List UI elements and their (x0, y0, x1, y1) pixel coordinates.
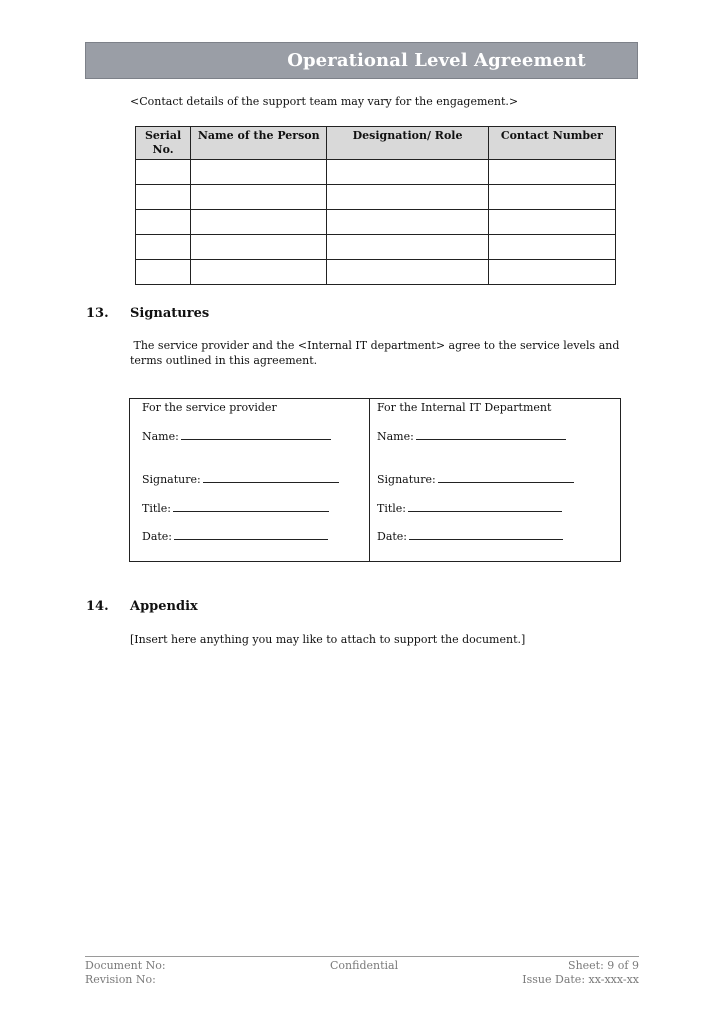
field-label: Date: (142, 530, 173, 543)
date-field (142, 529, 328, 543)
field-label: Date: (377, 530, 408, 543)
cell-contact[interactable] (488, 235, 615, 260)
table-row (136, 235, 616, 260)
cell-name[interactable] (191, 210, 327, 235)
field-label: Name: (377, 430, 414, 443)
table-header-row (136, 127, 616, 160)
field-label: Title: (377, 502, 407, 515)
signature-column-provider (130, 399, 370, 561)
section-heading-signatures (86, 306, 209, 321)
header-serial-no: Serial No. (136, 127, 191, 160)
document-number: Document No: (85, 959, 166, 972)
contact-note: <Contact details of the support team may vary for the engagement.> (130, 95, 519, 108)
signature-field (142, 472, 339, 486)
classification-label: Confidential (330, 959, 399, 972)
signatures-paragraph (130, 338, 630, 368)
table-row (136, 210, 616, 235)
table-row (136, 160, 616, 185)
table-row (136, 185, 616, 210)
title-banner (85, 42, 638, 79)
cell-designation[interactable] (327, 160, 488, 185)
cell-contact[interactable] (488, 260, 615, 285)
contact-table (135, 126, 616, 285)
column-heading: For the Internal IT Department (377, 401, 552, 414)
cell-designation[interactable] (327, 260, 488, 285)
title-blank[interactable] (173, 501, 329, 512)
cell-contact[interactable] (488, 210, 615, 235)
column-heading: For the service provider (142, 401, 277, 414)
appendix-text: [Insert here anything you may like to attach to support the document.] (130, 633, 526, 646)
footer-right (522, 959, 639, 987)
name-blank[interactable] (181, 429, 331, 440)
field-label: Name: (142, 430, 179, 443)
signature-blank[interactable] (203, 472, 339, 483)
signature-blank[interactable] (438, 472, 574, 483)
name-blank[interactable] (416, 429, 566, 440)
title-field (142, 501, 329, 515)
revision-number: Revision No: (85, 973, 156, 986)
cell-designation[interactable] (327, 210, 488, 235)
cell-serial[interactable] (136, 260, 191, 285)
field-label: Signature: (377, 473, 436, 486)
issue-date: Issue Date: xx-xxx-xx (522, 973, 639, 986)
table-row (136, 260, 616, 285)
name-field (142, 429, 331, 443)
cell-name[interactable] (191, 260, 327, 285)
title-blank[interactable] (408, 501, 562, 512)
footer-left (85, 959, 166, 987)
date-field (377, 529, 563, 543)
header-contact-number: Contact Number (488, 127, 615, 160)
section-title: Appendix (130, 599, 198, 614)
cell-designation[interactable] (327, 185, 488, 210)
section-title: Signatures (130, 306, 210, 321)
cell-contact[interactable] (488, 160, 615, 185)
signatures-text: The service provider and the <Internal IT department> agree to the service levels and terms outlined in this agreement. (130, 339, 620, 367)
title-field (377, 501, 562, 515)
name-field (377, 429, 566, 443)
cell-designation[interactable] (327, 235, 488, 260)
sheet-number: Sheet: 9 of 9 (568, 959, 639, 972)
cell-name[interactable] (191, 160, 327, 185)
header-designation: Designation/ Role (327, 127, 488, 160)
cell-name[interactable] (191, 185, 327, 210)
cell-serial[interactable] (136, 210, 191, 235)
signature-column-internal-it (370, 399, 620, 561)
signature-field (377, 472, 574, 486)
section-heading-appendix (86, 599, 198, 614)
header-name: Name of the Person (191, 127, 327, 160)
footer-divider (85, 956, 639, 957)
cell-serial[interactable] (136, 160, 191, 185)
section-number: 14. (86, 599, 109, 614)
date-blank[interactable] (174, 529, 328, 540)
field-label: Signature: (142, 473, 201, 486)
cell-serial[interactable] (136, 235, 191, 260)
cell-serial[interactable] (136, 185, 191, 210)
cell-name[interactable] (191, 235, 327, 260)
signature-block (129, 398, 621, 562)
page-title: Operational Level Agreement (287, 50, 586, 71)
field-label: Title: (142, 502, 172, 515)
section-number: 13. (86, 306, 109, 321)
cell-contact[interactable] (488, 185, 615, 210)
date-blank[interactable] (409, 529, 563, 540)
